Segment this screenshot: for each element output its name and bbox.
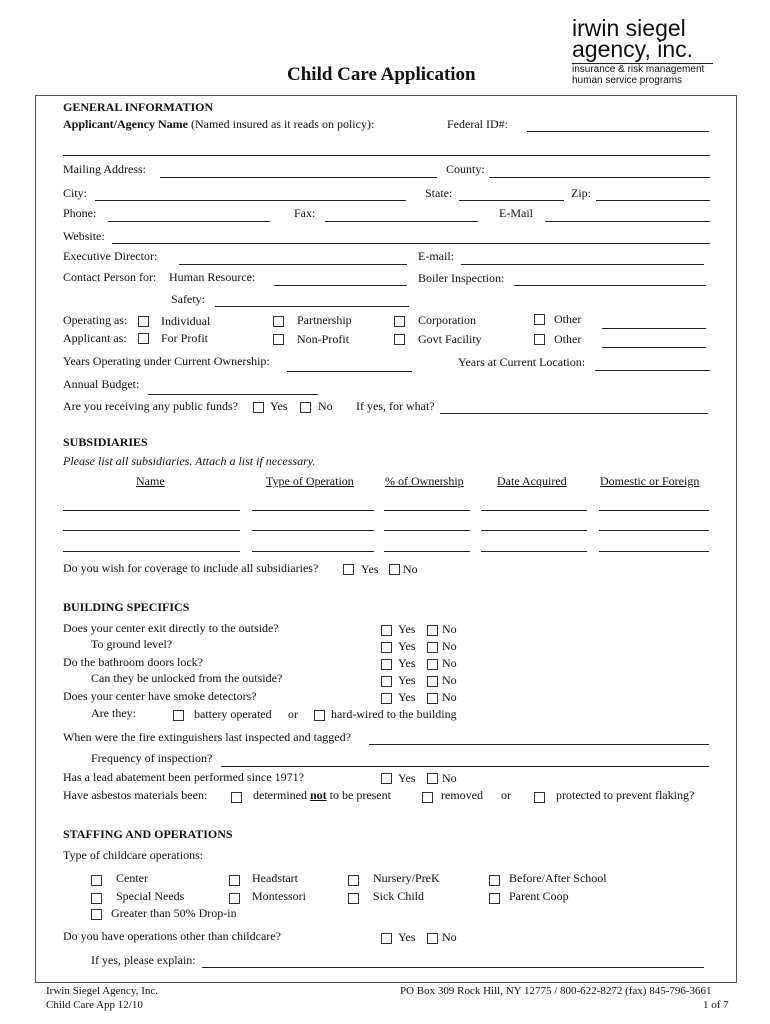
- corporation-label: Corporation: [418, 313, 476, 327]
- building-heading: BUILDING SPECIFICS: [63, 600, 190, 614]
- battery-label: battery operated: [194, 707, 272, 721]
- public-funds-label: Are you receiving any public funds?: [63, 399, 238, 413]
- asbestos-determined-checkbox[interactable]: [231, 792, 242, 803]
- headstart-checkbox[interactable]: [229, 875, 240, 886]
- budget-label: Annual Budget:: [63, 377, 140, 391]
- individual-checkbox[interactable]: [138, 316, 149, 327]
- website-field[interactable]: [112, 243, 710, 244]
- exec-director-label: Executive Director:: [63, 249, 158, 263]
- col-name: Name: [136, 474, 165, 488]
- dropin-label: Greater than 50% Drop-in: [111, 906, 237, 920]
- individual-label: Individual: [161, 314, 211, 328]
- general-heading: GENERAL INFORMATION: [63, 100, 214, 114]
- footer-company: Irwin Siegel Agency, Inc.: [46, 985, 159, 997]
- applicant-name-label: Applicant/Agency Name (Named insured as it reads on policy):: [63, 117, 375, 131]
- years-owner-label: Years Operating under Current Ownership:: [63, 354, 270, 368]
- coverage-yes-checkbox[interactable]: [343, 564, 354, 575]
- other-operating-field[interactable]: [602, 328, 706, 329]
- govt-facility-checkbox[interactable]: [394, 334, 405, 345]
- ground-level-yes-checkbox[interactable]: [381, 642, 392, 653]
- city-label: City:: [63, 186, 88, 200]
- parent-coop-checkbox[interactable]: [489, 893, 500, 904]
- sub-row3-date[interactable]: [481, 551, 587, 552]
- footer-form: Child Care App 12/10: [46, 999, 143, 1011]
- frequency-field[interactable]: [221, 766, 709, 767]
- coverage-yes-label: Yes: [361, 562, 379, 576]
- subsidiaries-note: Please list all subsidiaries. Attach a list if necessary.: [63, 454, 316, 468]
- applicant-as-label: Applicant as:: [63, 331, 127, 345]
- county-label: County:: [446, 162, 485, 176]
- years-location-field[interactable]: [595, 370, 710, 371]
- asbestos-protected-checkbox[interactable]: [534, 792, 545, 803]
- other-ops-yes-label: Yes: [398, 930, 416, 944]
- footer-page: 1 of 7: [703, 999, 729, 1011]
- email2-field[interactable]: [461, 264, 704, 265]
- montessori-checkbox[interactable]: [229, 893, 240, 904]
- website-label: Website:: [63, 229, 105, 243]
- coverage-no-checkbox[interactable]: [389, 564, 400, 575]
- battery-checkbox[interactable]: [173, 710, 184, 721]
- applicant-name-field[interactable]: [63, 155, 710, 156]
- hardwired-checkbox[interactable]: [314, 710, 325, 721]
- sub-row3-domestic[interactable]: [599, 551, 709, 552]
- safety-field[interactable]: [215, 306, 409, 307]
- state-label: State:: [425, 186, 453, 200]
- logo-line-2: agency, inc.: [572, 36, 694, 62]
- ground-level-yes-label: Yes: [398, 639, 416, 653]
- smoke-detectors-question: Does your center have smoke detectors?: [63, 689, 257, 703]
- smoke-detectors-no-checkbox[interactable]: [427, 693, 438, 704]
- exit-outside-question: Does your center exit directly to the outside?: [63, 621, 279, 635]
- hardwired-label: hard-wired to the building: [331, 707, 457, 721]
- col-domestic: Domestic or Foreign: [600, 474, 700, 488]
- lead-question: Has a lead abatement been performed since 1971?: [63, 770, 304, 784]
- safety-label: Safety:: [171, 292, 205, 306]
- asbestos-question: Have asbestos materials been:: [63, 788, 208, 802]
- coverage-no-label: No: [403, 562, 418, 576]
- other-ops-yes-checkbox[interactable]: [381, 933, 392, 944]
- other-ops-no-label: No: [442, 930, 457, 944]
- fax-field[interactable]: [325, 221, 478, 222]
- budget-field[interactable]: [148, 394, 318, 395]
- sub-row1-domestic[interactable]: [599, 510, 709, 511]
- asbestos-removed-label: removed: [441, 788, 483, 802]
- sub-row1-ownership[interactable]: [384, 510, 470, 511]
- exit-outside-yes-checkbox[interactable]: [381, 625, 392, 636]
- lead-no-label: No: [442, 771, 457, 785]
- logo-line-4: human service programs: [572, 75, 683, 86]
- lead-no-checkbox[interactable]: [427, 773, 438, 784]
- before-after-label: Before/After School: [509, 871, 607, 885]
- human-resource-field[interactable]: [274, 285, 407, 286]
- col-date: Date Acquired: [497, 474, 567, 488]
- bathroom-lock-question: Do the bathroom doors lock?: [63, 655, 203, 669]
- frequency-label: Frequency of inspection?: [91, 751, 213, 765]
- exit-outside-yes-label: Yes: [398, 622, 416, 636]
- sub-row3-ownership[interactable]: [384, 551, 470, 552]
- ground-level-question: To ground level?: [91, 637, 173, 651]
- email-label: E-Mail: [499, 206, 533, 220]
- page-title: Child Care Application: [287, 64, 476, 85]
- fax-label: Fax:: [294, 206, 316, 220]
- sub-row2-domestic[interactable]: [599, 530, 709, 531]
- exec-director-field[interactable]: [179, 264, 407, 265]
- asbestos-removed-checkbox[interactable]: [422, 792, 433, 803]
- partnership-label: Partnership: [297, 313, 352, 327]
- other-applicant-checkbox[interactable]: [534, 334, 545, 345]
- county-field[interactable]: [489, 177, 710, 178]
- sub-row3-type[interactable]: [252, 551, 374, 552]
- sub-row1-type[interactable]: [252, 510, 374, 511]
- other-operating-checkbox[interactable]: [534, 314, 545, 325]
- unlock-outside-question: Can they be unlocked from the outside?: [91, 671, 283, 685]
- unlock-outside-yes-label: Yes: [398, 673, 416, 687]
- if-yes-what-label: If yes, for what?: [356, 399, 435, 413]
- logo-line-1: irwin siegel: [572, 15, 686, 41]
- if-yes-what-field[interactable]: [440, 413, 708, 414]
- extinguishers-field[interactable]: [369, 744, 709, 745]
- sick-child-label: Sick Child: [373, 889, 425, 903]
- contact-for-label: Contact Person for:: [63, 270, 157, 284]
- coverage-question: Do you wish for coverage to include all subsidiaries?: [63, 561, 319, 575]
- col-type: Type of Operation: [266, 474, 354, 488]
- sick-child-checkbox[interactable]: [348, 893, 359, 904]
- lead-yes-checkbox[interactable]: [381, 773, 392, 784]
- non-profit-checkbox[interactable]: [273, 334, 284, 345]
- years-location-label: Years at Current Location:: [458, 355, 586, 369]
- boiler-label: Boiler Inspection:: [418, 271, 505, 285]
- nursery-label: Nursery/PreK: [373, 871, 440, 885]
- sub-row3-name[interactable]: [63, 551, 240, 552]
- phone-field[interactable]: [108, 221, 270, 222]
- other-applicant-field[interactable]: [602, 347, 706, 348]
- zip-field[interactable]: [596, 200, 710, 201]
- or-label: or: [288, 707, 298, 721]
- bathroom-lock-no-checkbox[interactable]: [427, 659, 438, 670]
- center-checkbox[interactable]: [91, 875, 102, 886]
- city-field[interactable]: [95, 200, 406, 201]
- sub-row2-type[interactable]: [252, 530, 374, 531]
- smoke-detectors-no-label: No: [442, 690, 457, 704]
- partnership-checkbox[interactable]: [273, 316, 284, 327]
- sub-row2-ownership[interactable]: [384, 530, 470, 531]
- headstart-label: Headstart: [252, 871, 298, 885]
- boiler-field[interactable]: [514, 285, 706, 286]
- logo: [572, 15, 722, 86]
- for-profit-label: For Profit: [161, 331, 209, 345]
- extinguishers-label: When were the fire extinguishers last inspected and tagged?: [63, 730, 351, 744]
- public-funds-yes-label: Yes: [270, 399, 288, 413]
- type-label: Type of childcare operations:: [63, 848, 204, 862]
- human-resource-label: Human Resource:: [169, 270, 256, 284]
- state-field[interactable]: [459, 200, 564, 201]
- asbestos-determined-label: determined not to be present: [253, 788, 391, 802]
- parent-coop-label: Parent Coop: [509, 889, 569, 903]
- lead-yes-label: Yes: [398, 771, 416, 785]
- exit-outside-no-checkbox[interactable]: [427, 625, 438, 636]
- bathroom-lock-yes-label: Yes: [398, 656, 416, 670]
- bathroom-lock-no-label: No: [442, 656, 457, 670]
- years-owner-field[interactable]: [287, 371, 412, 372]
- special-needs-label: Special Needs: [116, 889, 185, 903]
- corporation-checkbox[interactable]: [394, 316, 405, 327]
- footer-address: PO Box 309 Rock Hill, NY 12775 / 800-622-8272 (fax) 845-796-3661: [400, 985, 712, 997]
- explain-label: If yes, please explain:: [91, 953, 196, 967]
- staffing-heading: STAFFING AND OPERATIONS: [63, 827, 233, 841]
- unlock-outside-yes-checkbox[interactable]: [381, 676, 392, 687]
- for-profit-checkbox[interactable]: [138, 333, 149, 344]
- phone-label: Phone:: [63, 206, 97, 220]
- other-applicant-label: Other: [554, 332, 582, 346]
- public-funds-no-label: No: [318, 399, 333, 413]
- bathroom-lock-yes-checkbox[interactable]: [381, 659, 392, 670]
- unlock-outside-no-checkbox[interactable]: [427, 676, 438, 687]
- dropin-checkbox[interactable]: [91, 909, 102, 920]
- operating-as-label: Operating as:: [63, 313, 128, 327]
- federal-id-label: Federal ID#:: [447, 117, 508, 131]
- col-ownership: % of Ownership: [385, 474, 464, 488]
- are-they-label: Are they:: [91, 706, 136, 720]
- email2-label: E-mail:: [418, 249, 454, 263]
- special-needs-checkbox[interactable]: [91, 893, 102, 904]
- mailing-field[interactable]: [160, 177, 437, 178]
- or2-label: or: [501, 788, 511, 802]
- non-profit-label: Non-Profit: [297, 332, 349, 346]
- federal-id-field[interactable]: [527, 131, 709, 132]
- nursery-checkbox[interactable]: [348, 875, 359, 886]
- before-after-checkbox[interactable]: [489, 875, 500, 886]
- sub-row2-date[interactable]: [481, 530, 587, 531]
- asbestos-protected-label: protected to prevent flaking?: [556, 788, 695, 802]
- sub-row1-name[interactable]: [63, 510, 240, 511]
- other-ops-no-checkbox[interactable]: [427, 933, 438, 944]
- sub-row2-name[interactable]: [63, 530, 240, 531]
- smoke-detectors-yes-checkbox[interactable]: [381, 693, 392, 704]
- smoke-detectors-yes-label: Yes: [398, 690, 416, 704]
- exit-outside-no-label: No: [442, 622, 457, 636]
- public-funds-yes-checkbox[interactable]: [253, 402, 264, 413]
- logo-line-3: insurance & risk management: [572, 64, 705, 75]
- email-field[interactable]: [545, 221, 710, 222]
- govt-facility-label: Govt Facility: [418, 332, 482, 346]
- mailing-label: Mailing Address:: [63, 162, 146, 176]
- montessori-label: Montessori: [252, 889, 306, 903]
- zip-label: Zip:: [571, 186, 591, 200]
- ground-level-no-checkbox[interactable]: [427, 642, 438, 653]
- subsidiaries-heading: SUBSIDIARIES: [63, 435, 148, 449]
- center-label: Center: [116, 871, 148, 885]
- public-funds-no-checkbox[interactable]: [300, 402, 311, 413]
- ground-level-no-label: No: [442, 639, 457, 653]
- unlock-outside-no-label: No: [442, 673, 457, 687]
- other-ops-question: Do you have operations other than childcare?: [63, 929, 281, 943]
- sub-row1-date[interactable]: [481, 510, 587, 511]
- explain-field[interactable]: [202, 967, 704, 968]
- other-operating-label: Other: [554, 312, 582, 326]
